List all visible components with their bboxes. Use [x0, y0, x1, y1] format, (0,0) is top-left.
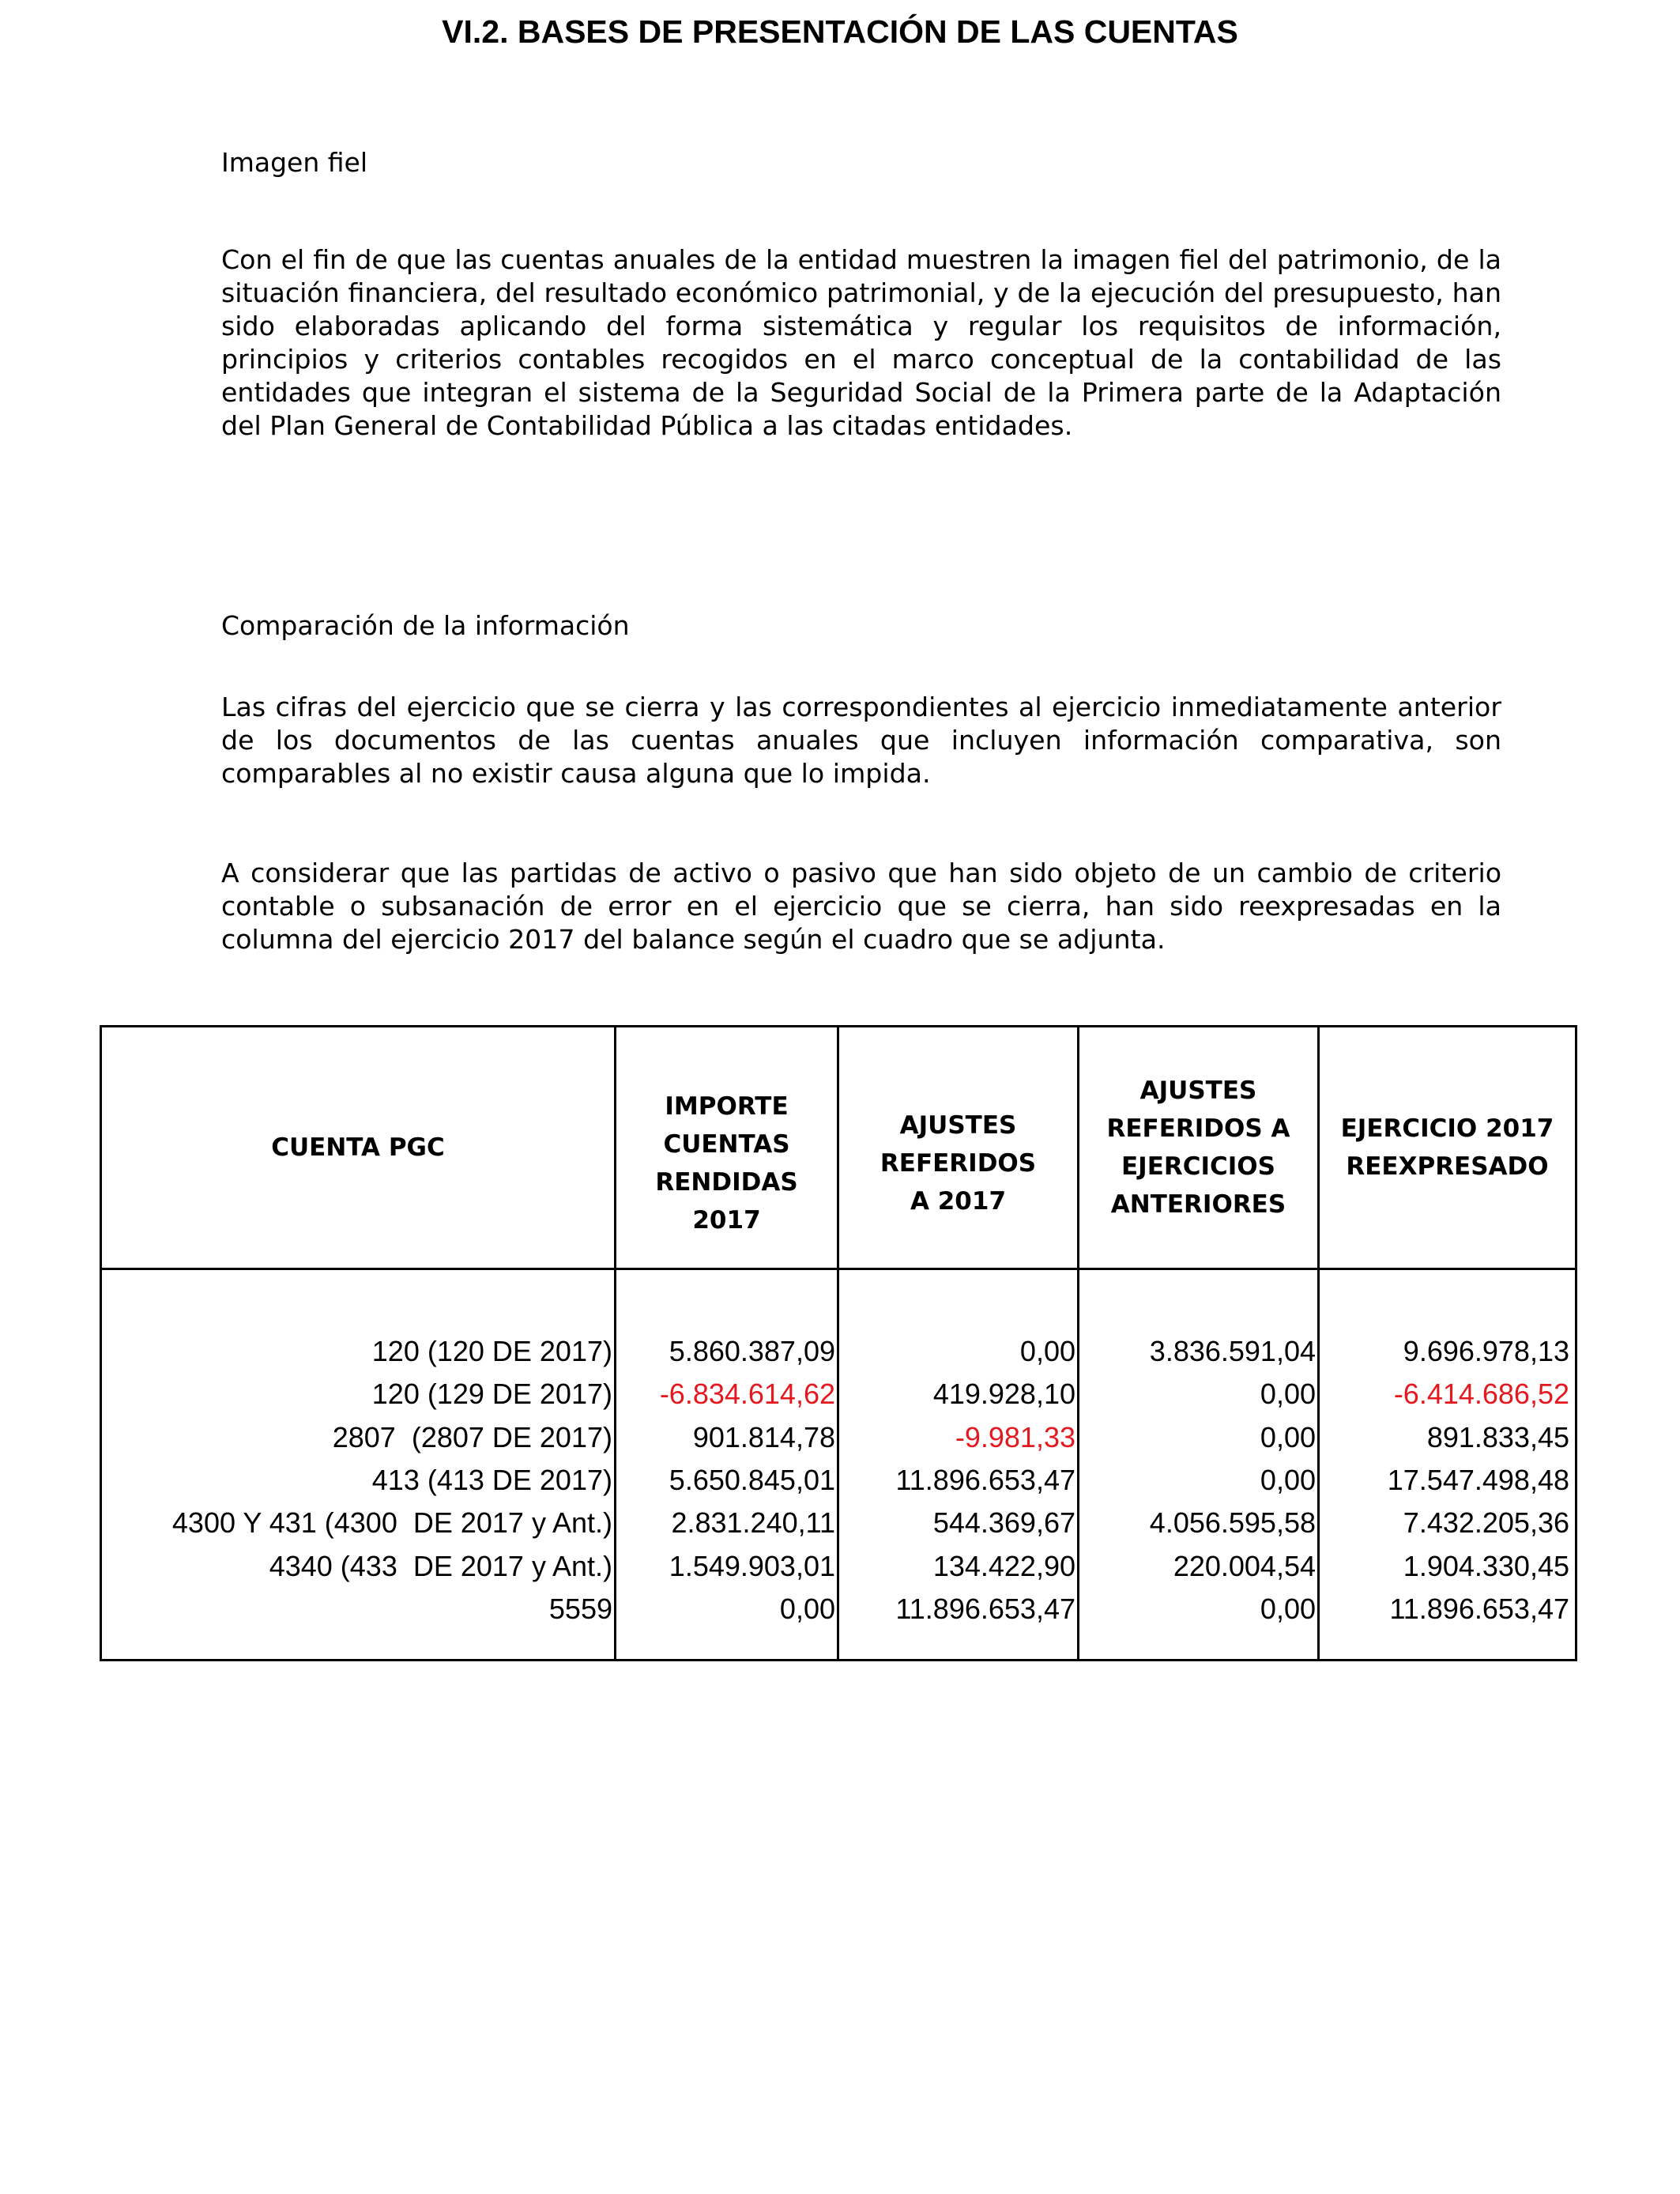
- cell-importe: 2.831.240,11: [671, 1506, 835, 1540]
- cell-ajustes-2017: -9.981,33: [955, 1420, 1075, 1453]
- cell-ajustes-2017: 134.422,90: [932, 1549, 1075, 1582]
- reexpression-table: [100, 1025, 1577, 1661]
- cell-ajustes-anteriores: 220.004,54: [1173, 1549, 1316, 1582]
- header-reexpresado: EJERCICIO 2017 REEXPRESADO: [1340, 1114, 1554, 1181]
- cell-cuenta: 4340 (433 DE 2017 y Ant.): [269, 1549, 612, 1582]
- header-importe: IMPORTE CUENTAS RENDIDAS 2017: [655, 1092, 798, 1235]
- cell-reexpresado: 891.833,45: [1426, 1420, 1569, 1453]
- cell-ajustes-anteriores: 3.836.591,04: [1149, 1335, 1316, 1367]
- cell-ajustes-2017: 11.896.653,47: [895, 1463, 1075, 1496]
- cell-importe: -6.834.614,62: [659, 1378, 835, 1411]
- cell-cuenta: 2807 (2807 DE 2017): [332, 1420, 612, 1453]
- cell-ajustes-2017: 544.369,67: [932, 1506, 1075, 1540]
- cell-ajustes-anteriores: 0,00: [1260, 1463, 1316, 1496]
- cell-reexpresado: 7.432.205,36: [1403, 1506, 1569, 1540]
- cell-reexpresado: -6.414.686,52: [1393, 1378, 1569, 1411]
- cell-reexpresado: 17.547.498,48: [1387, 1463, 1569, 1496]
- cell-cuenta: 413 (413 DE 2017): [371, 1463, 612, 1496]
- cell-ajustes-anteriores: 4.056.595,58: [1149, 1506, 1316, 1540]
- page-title: VI.2. BASES DE PRESENTACIÓN DE LAS CUENTAS: [442, 13, 1238, 50]
- header-divider: [102, 1268, 1575, 1270]
- cell-importe: 5.860.387,09: [669, 1335, 835, 1367]
- cell-cuenta: 4300 Y 431 (4300 DE 2017 y Ant.): [171, 1506, 612, 1540]
- header-cuenta-pgc: CUENTA PGC: [271, 1133, 445, 1162]
- cell-importe: 5.650.845,01: [669, 1463, 835, 1496]
- paragraph-comparacion-1: Las cifras del ejercicio que se cierra y las correspondientes al ejercicio inmediatamente anterior de los documentos de las cuentas anuales que incluyen información comparativa, son comparables al no existir causa alguna que lo impida.: [221, 692, 1501, 789]
- cell-reexpresado: 11.896.653,47: [1389, 1592, 1569, 1625]
- cell-importe: 0,00: [779, 1592, 835, 1625]
- header-ajustes-2017: AJUSTES REFERIDOS A 2017: [880, 1111, 1037, 1216]
- cell-cuenta: 5559: [548, 1592, 612, 1625]
- cell-cuenta: 120 (129 DE 2017): [371, 1378, 612, 1411]
- paragraph-comparacion-2: A considerar que las partidas de activo o pasivo que han sido objeto de un cambio de criterio contable o subsanación de error en el ejercicio que se cierra, han sido reexpresadas en la columna del ejercicio 2017 del balance según el cuadro que se adjunta.: [221, 858, 1501, 955]
- cell-importe: 1.549.903,01: [669, 1549, 835, 1582]
- cell-ajustes-anteriores: 0,00: [1260, 1420, 1316, 1453]
- cell-reexpresado: 1.904.330,45: [1403, 1549, 1569, 1582]
- cell-ajustes-2017: 0,00: [1019, 1335, 1075, 1367]
- paragraph-imagen-fiel: Con el fin de que las cuentas anuales de la entidad muestren la imagen fiel del patrimonio, de la situación financiera, del resultado económico patrimonial, y de la ejecución del presupuesto, han sido elaboradas aplicando del forma sistemática y regular los requisitos de información, principios y criterios contables recogidos en el marco conceptual de la contabilidad de las entidades que integran el sistema de la Seguridad Social de la Primera parte de la Adaptación del Plan General de Contabilidad Pública a las citadas entidades.: [221, 244, 1501, 441]
- cell-ajustes-2017: 419.928,10: [932, 1378, 1075, 1411]
- cell-importe: 901.814,78: [692, 1420, 835, 1453]
- cell-ajustes-2017: 11.896.653,47: [895, 1592, 1075, 1625]
- cell-reexpresado: 9.696.978,13: [1403, 1335, 1569, 1367]
- section-heading-comparacion: Comparación de la información: [221, 610, 630, 641]
- cell-ajustes-anteriores: 0,00: [1260, 1378, 1316, 1411]
- section-heading-imagen-fiel: Imagen fiel: [221, 147, 368, 178]
- header-ajustes-anteriores: AJUSTES REFERIDOS A EJERCICIOS ANTERIORES: [1106, 1076, 1290, 1219]
- cell-ajustes-anteriores: 0,00: [1260, 1592, 1316, 1625]
- cell-cuenta: 120 (120 DE 2017): [371, 1335, 612, 1367]
